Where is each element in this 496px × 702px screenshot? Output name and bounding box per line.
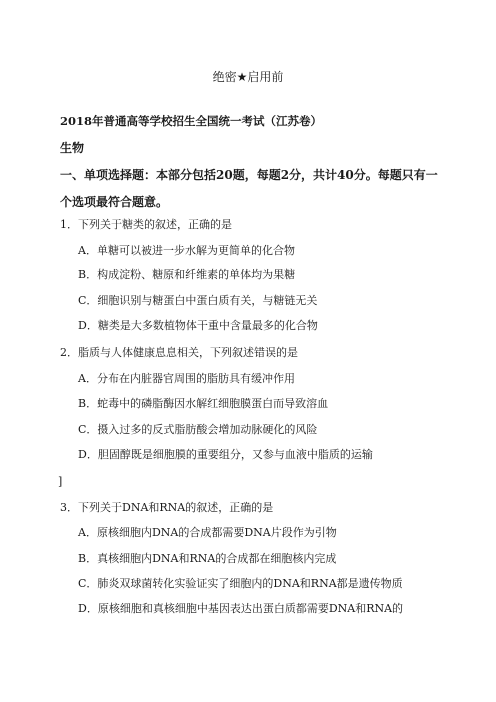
question-2-option-c: C．摄入过多的反式脂肪酸会增加动脉硬化的风险 [78,423,318,436]
question-1-option-a: A．单糖可以被进一步水解为更简单的化合物 [78,244,295,257]
subject-label: 生物 [60,141,85,155]
question-3-option-c: C．肺炎双球菌转化实验证实了细胞内的DNA和RNA都是遗传物质 [78,577,403,590]
question-3-option-d: D．原核细胞和真核细胞中基因表达出蛋白质都需要DNA和RNA的 [78,602,404,615]
exam-title: 2018年普通高等学校招生全国统一考试（江苏卷） [60,114,323,128]
question-2-option-a: A．分布在内脏器官周围的脂肪具有缓冲作用 [78,372,295,385]
question-2-option-b: B．蛇毒中的磷脂酶因水解红细胞膜蛋白而导致溶血 [78,397,329,410]
question-1-option-c: C．细胞识别与糖蛋白中蛋白质有关，与糖链无关 [78,294,318,307]
question-1-option-b: B．构成淀粉、糖原和纤维素的单体均为果糖 [78,268,296,281]
question-3-option-a: A．原核细胞内DNA的合成都需要DNA片段作为引物 [78,526,337,539]
question-1-option-d: D．糖类是大多数植物体干重中含量最多的化合物 [78,319,318,332]
confidential-label: 绝密★启用前 [212,70,284,84]
question-3-option-b: B．真核细胞内DNA和RNA的合成都在细胞核内完成 [78,552,337,565]
section-heading-line1: 一、单项选择题：本部分包括20题，每题2分，共计40分。每题只有一 [60,168,438,182]
question-3-stem: 3．下列关于DNA和RNA的叙述，正确的是 [60,501,274,514]
question-1-stem: 1．下列关于糖类的叙述，正确的是 [60,218,232,231]
question-2-trailing-bracket: ] [58,475,63,488]
section-heading-line2: 个选项最符合题意。 [60,195,169,209]
question-2-stem: 2．脂质与人体健康息息相关，下列叙述错误的是 [60,346,298,359]
question-2-option-d: D．胆固醇既是细胞膜的重要组分，又参与血液中脂质的运输 [78,448,373,461]
